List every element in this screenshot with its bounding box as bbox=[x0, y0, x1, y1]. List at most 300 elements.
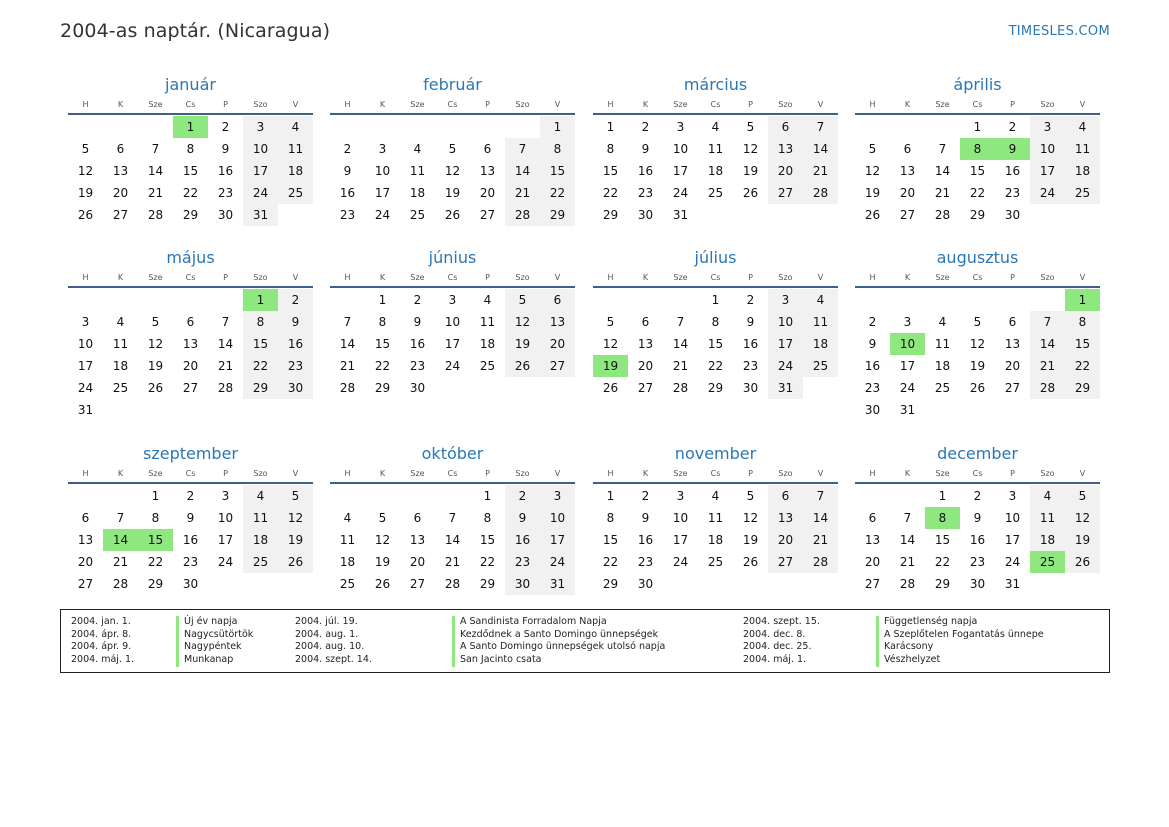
weekday-header bbox=[330, 466, 575, 481]
weekday-label: V bbox=[817, 100, 824, 109]
day-cell: 28 bbox=[217, 381, 234, 395]
weekday-label: Sze bbox=[410, 273, 425, 282]
day-cell: 31 bbox=[899, 403, 916, 417]
day-cell: 23 bbox=[969, 555, 986, 569]
legend-date: 2004. szept. 15. bbox=[743, 616, 820, 627]
days-grid bbox=[68, 485, 313, 595]
weekday-label: P bbox=[485, 469, 490, 478]
weekday-label: Sze bbox=[410, 469, 425, 478]
day-cell: 13 bbox=[899, 164, 916, 178]
day-cell: 24 bbox=[899, 381, 916, 395]
day-cell: 28 bbox=[672, 381, 689, 395]
weekday-label: K bbox=[379, 273, 386, 282]
day-cell: 3 bbox=[81, 315, 90, 329]
day-cell: 9 bbox=[413, 315, 422, 329]
day-cell: 15 bbox=[540, 160, 575, 182]
legend-date: 2004. máj. 1. bbox=[743, 654, 807, 666]
page-title: 2004-as naptár. (Nicaragua) bbox=[60, 20, 331, 42]
month-name: május bbox=[166, 248, 215, 267]
day-cell: 9 bbox=[221, 142, 230, 156]
weekday-label: Szo bbox=[253, 469, 268, 478]
day-cell: 22 bbox=[707, 359, 724, 373]
day-cell: 21 bbox=[934, 186, 951, 200]
day-cell: 25 bbox=[112, 381, 129, 395]
weekday-label: Cs bbox=[972, 469, 983, 478]
day-cell: 16 bbox=[339, 186, 356, 200]
day-cell: 28 bbox=[444, 577, 461, 591]
day-cell: 17 bbox=[374, 186, 391, 200]
weekday-label: Cs bbox=[710, 100, 721, 109]
day-cell: 23 bbox=[182, 555, 199, 569]
empty-cell bbox=[435, 485, 470, 507]
day-cell: 16 bbox=[182, 533, 199, 547]
weekday-label: Cs bbox=[185, 469, 196, 478]
weekday-label: K bbox=[379, 469, 386, 478]
days-grid bbox=[855, 116, 1100, 226]
day-cell: 15 bbox=[479, 533, 496, 547]
day-cell: 11 bbox=[934, 337, 951, 351]
weekday-label: V bbox=[1079, 469, 1086, 478]
month-12 bbox=[855, 444, 1100, 595]
month-name: március bbox=[683, 75, 748, 94]
day-cell: 24 bbox=[77, 381, 94, 395]
day-cell: 25 bbox=[1065, 182, 1100, 204]
weekday-label: P bbox=[485, 100, 490, 109]
day-cell: 25 bbox=[803, 355, 838, 377]
weekday-label: K bbox=[904, 469, 911, 478]
day-cell: 6 bbox=[768, 116, 803, 138]
day-cell: 27 bbox=[637, 381, 654, 395]
day-cell: 4 bbox=[243, 485, 278, 507]
day-cell: 10 bbox=[768, 311, 803, 333]
day-cell: 25 bbox=[707, 555, 724, 569]
day-cell: 23 bbox=[1004, 186, 1021, 200]
day-cell: 18 bbox=[339, 555, 356, 569]
day-cell: 8 bbox=[186, 142, 195, 156]
day-cell: 16 bbox=[742, 337, 759, 351]
day-cell: 10 bbox=[444, 315, 461, 329]
day-cell: 21 bbox=[803, 529, 838, 551]
day-cell: 28 bbox=[505, 204, 540, 226]
holiday-day-cell: 9 bbox=[995, 138, 1030, 160]
day-cell: 2 bbox=[641, 489, 650, 503]
day-cell: 6 bbox=[1008, 315, 1017, 329]
month-6 bbox=[330, 248, 575, 399]
day-cell: 11 bbox=[707, 511, 724, 525]
empty-cell bbox=[470, 116, 505, 138]
day-cell: 7 bbox=[676, 315, 685, 329]
day-cell: 7 bbox=[1030, 311, 1065, 333]
day-cell: 26 bbox=[77, 208, 94, 222]
day-cell: 13 bbox=[864, 533, 881, 547]
day-cell: 2 bbox=[746, 293, 755, 307]
day-cell: 15 bbox=[243, 333, 278, 355]
days-grid bbox=[593, 289, 838, 399]
day-cell: 14 bbox=[1030, 333, 1065, 355]
empty-cell bbox=[628, 289, 663, 311]
legend-holiday-name: A Santo Domingo ünnepségek utolsó napja bbox=[452, 641, 665, 654]
days-grid bbox=[855, 485, 1100, 595]
day-cell: 14 bbox=[672, 337, 689, 351]
day-cell: 2 bbox=[186, 489, 195, 503]
empty-cell bbox=[925, 289, 960, 311]
days-grid bbox=[855, 289, 1100, 421]
day-cell: 11 bbox=[339, 533, 356, 547]
day-cell: 5 bbox=[151, 315, 160, 329]
weekday-header bbox=[593, 466, 838, 481]
day-cell: 22 bbox=[243, 355, 278, 377]
weekday-label: H bbox=[869, 273, 876, 282]
weekday-label: V bbox=[817, 469, 824, 478]
day-cell: 7 bbox=[903, 511, 912, 525]
weekday-label: Szo bbox=[253, 100, 268, 109]
day-cell: 12 bbox=[147, 337, 164, 351]
weekday-label: Sze bbox=[673, 273, 688, 282]
legend-date: 2004. aug. 1. bbox=[295, 628, 359, 640]
holiday-legend bbox=[60, 609, 1110, 673]
day-cell: 18 bbox=[934, 359, 951, 373]
day-cell: 13 bbox=[768, 138, 803, 160]
day-cell: 4 bbox=[413, 142, 422, 156]
header-rule bbox=[855, 286, 1100, 288]
day-cell: 29 bbox=[602, 208, 619, 222]
header-rule bbox=[330, 482, 575, 484]
day-cell: 24 bbox=[1004, 555, 1021, 569]
weekday-label: P bbox=[485, 273, 490, 282]
empty-cell bbox=[505, 116, 540, 138]
month-1 bbox=[68, 75, 313, 226]
day-cell: 25 bbox=[243, 551, 278, 573]
day-cell: 27 bbox=[479, 208, 496, 222]
day-cell: 23 bbox=[864, 381, 881, 395]
weekday-label: Szo bbox=[778, 273, 793, 282]
day-cell: 25 bbox=[278, 182, 313, 204]
header-rule bbox=[330, 286, 575, 288]
day-cell: 27 bbox=[1004, 381, 1021, 395]
weekday-label: Szo bbox=[1040, 273, 1055, 282]
day-cell: 14 bbox=[934, 164, 951, 178]
weekday-label: P bbox=[223, 100, 228, 109]
day-cell: 7 bbox=[938, 142, 947, 156]
day-cell: 19 bbox=[374, 555, 391, 569]
day-cell: 4 bbox=[938, 315, 947, 329]
days-grid bbox=[593, 485, 838, 595]
day-cell: 4 bbox=[483, 293, 492, 307]
day-cell: 9 bbox=[868, 337, 877, 351]
weekday-label: P bbox=[1010, 469, 1015, 478]
day-cell: 30 bbox=[864, 403, 881, 417]
holiday-day-cell: 15 bbox=[138, 529, 173, 551]
day-cell: 18 bbox=[1065, 160, 1100, 182]
holiday-day-cell: 1 bbox=[173, 116, 208, 138]
weekday-label: Cs bbox=[447, 469, 458, 478]
day-cell: 12 bbox=[444, 164, 461, 178]
day-cell: 26 bbox=[444, 208, 461, 222]
day-cell: 27 bbox=[768, 182, 803, 204]
day-cell: 20 bbox=[1004, 359, 1021, 373]
day-cell: 26 bbox=[278, 551, 313, 573]
day-cell: 16 bbox=[637, 164, 654, 178]
header-rule bbox=[855, 113, 1100, 115]
day-cell: 19 bbox=[742, 533, 759, 547]
day-cell: 26 bbox=[505, 355, 540, 377]
empty-cell bbox=[68, 485, 103, 507]
day-cell: 6 bbox=[903, 142, 912, 156]
weekday-label: H bbox=[82, 273, 89, 282]
day-cell: 29 bbox=[147, 577, 164, 591]
day-cell: 24 bbox=[672, 555, 689, 569]
day-cell: 6 bbox=[768, 485, 803, 507]
day-cell: 3 bbox=[448, 293, 457, 307]
day-cell: 21 bbox=[505, 182, 540, 204]
legend-holiday-name: Vészhelyzet bbox=[876, 654, 940, 667]
day-cell: 22 bbox=[479, 555, 496, 569]
day-cell: 12 bbox=[864, 164, 881, 178]
day-cell: 4 bbox=[711, 489, 720, 503]
empty-cell bbox=[400, 485, 435, 507]
day-cell: 29 bbox=[479, 577, 496, 591]
legend-holiday-name: San Jacinto csata bbox=[452, 654, 542, 667]
day-cell: 2 bbox=[505, 485, 540, 507]
day-cell: 7 bbox=[116, 511, 125, 525]
day-cell: 1 bbox=[151, 489, 160, 503]
day-cell: 10 bbox=[77, 337, 94, 351]
day-cell: 28 bbox=[1030, 377, 1065, 399]
day-cell: 5 bbox=[606, 315, 615, 329]
day-cell: 8 bbox=[540, 138, 575, 160]
day-cell: 15 bbox=[602, 533, 619, 547]
day-cell: 7 bbox=[343, 315, 352, 329]
day-cell: 23 bbox=[217, 186, 234, 200]
header-rule bbox=[593, 113, 838, 115]
day-cell: 16 bbox=[637, 533, 654, 547]
day-cell: 21 bbox=[339, 359, 356, 373]
day-cell: 9 bbox=[505, 507, 540, 529]
days-grid bbox=[593, 116, 838, 226]
weekday-label: Sze bbox=[148, 469, 163, 478]
day-cell: 4 bbox=[278, 116, 313, 138]
day-cell: 11 bbox=[112, 337, 129, 351]
day-cell: 12 bbox=[602, 337, 619, 351]
weekday-label: K bbox=[379, 100, 386, 109]
empty-cell bbox=[68, 116, 103, 138]
holiday-day-cell: 8 bbox=[925, 507, 960, 529]
day-cell: 14 bbox=[803, 507, 838, 529]
empty-cell bbox=[330, 485, 365, 507]
holiday-day-cell: 1 bbox=[1065, 289, 1100, 311]
day-cell: 5 bbox=[746, 489, 755, 503]
day-cell: 29 bbox=[707, 381, 724, 395]
day-cell: 13 bbox=[479, 164, 496, 178]
day-cell: 21 bbox=[1030, 355, 1065, 377]
day-cell: 19 bbox=[444, 186, 461, 200]
day-cell: 17 bbox=[217, 533, 234, 547]
weekday-label: Sze bbox=[673, 469, 688, 478]
weekday-header bbox=[855, 270, 1100, 285]
day-cell: 17 bbox=[768, 333, 803, 355]
weekday-label: Cs bbox=[710, 273, 721, 282]
day-cell: 13 bbox=[182, 337, 199, 351]
day-cell: 27 bbox=[540, 355, 575, 377]
days-grid bbox=[330, 289, 575, 399]
empty-cell bbox=[960, 289, 995, 311]
day-cell: 18 bbox=[707, 533, 724, 547]
weekday-label: K bbox=[117, 100, 124, 109]
weekday-label: Szo bbox=[778, 469, 793, 478]
day-cell: 6 bbox=[641, 315, 650, 329]
day-cell: 16 bbox=[278, 333, 313, 355]
day-cell: 25 bbox=[479, 359, 496, 373]
day-cell: 20 bbox=[77, 555, 94, 569]
legend-holiday-name: Nagycsütörtök bbox=[176, 629, 253, 642]
weekday-header bbox=[330, 97, 575, 112]
weekday-label: Szo bbox=[778, 100, 793, 109]
day-cell: 24 bbox=[243, 182, 278, 204]
weekday-label: K bbox=[642, 100, 649, 109]
weekday-label: V bbox=[554, 100, 561, 109]
day-cell: 22 bbox=[934, 555, 951, 569]
day-cell: 22 bbox=[969, 186, 986, 200]
header-rule bbox=[593, 482, 838, 484]
day-cell: 9 bbox=[343, 164, 352, 178]
day-cell: 18 bbox=[243, 529, 278, 551]
legend-date: 2004. jan. 1. bbox=[71, 616, 131, 627]
weekday-label: P bbox=[748, 469, 753, 478]
day-cell: 15 bbox=[182, 164, 199, 178]
day-cell: 22 bbox=[147, 555, 164, 569]
day-cell: 30 bbox=[969, 577, 986, 591]
day-cell: 28 bbox=[803, 182, 838, 204]
day-cell: 3 bbox=[243, 116, 278, 138]
day-cell: 6 bbox=[413, 511, 422, 525]
weekday-label: K bbox=[117, 273, 124, 282]
day-cell: 3 bbox=[378, 142, 387, 156]
day-cell: 4 bbox=[1065, 116, 1100, 138]
day-cell: 2 bbox=[1008, 120, 1017, 134]
day-cell: 25 bbox=[339, 577, 356, 591]
day-cell: 5 bbox=[278, 485, 313, 507]
weekday-label: K bbox=[117, 469, 124, 478]
day-cell: 24 bbox=[374, 208, 391, 222]
legend-holiday-name: Új év napja bbox=[176, 616, 237, 629]
day-cell: 10 bbox=[540, 507, 575, 529]
days-grid bbox=[68, 289, 313, 421]
day-cell: 11 bbox=[278, 138, 313, 160]
empty-cell bbox=[330, 116, 365, 138]
day-cell: 3 bbox=[1030, 116, 1065, 138]
day-cell: 29 bbox=[934, 577, 951, 591]
day-cell: 21 bbox=[899, 555, 916, 569]
day-cell: 30 bbox=[217, 208, 234, 222]
day-cell: 6 bbox=[483, 142, 492, 156]
day-cell: 10 bbox=[1030, 138, 1065, 160]
day-cell: 16 bbox=[409, 337, 426, 351]
day-cell: 26 bbox=[742, 555, 759, 569]
weekday-label: P bbox=[748, 273, 753, 282]
weekday-label: H bbox=[607, 469, 614, 478]
day-cell: 5 bbox=[746, 120, 755, 134]
day-cell: 25 bbox=[707, 186, 724, 200]
day-cell: 14 bbox=[803, 138, 838, 160]
day-cell: 21 bbox=[217, 359, 234, 373]
weekday-label: V bbox=[817, 273, 824, 282]
weekday-label: P bbox=[748, 100, 753, 109]
day-cell: 17 bbox=[77, 359, 94, 373]
day-cell: 29 bbox=[182, 208, 199, 222]
day-cell: 5 bbox=[505, 289, 540, 311]
day-cell: 19 bbox=[147, 359, 164, 373]
day-cell: 14 bbox=[899, 533, 916, 547]
day-cell: 12 bbox=[505, 311, 540, 333]
day-cell: 22 bbox=[602, 555, 619, 569]
weekday-label: Sze bbox=[935, 273, 950, 282]
legend-date: 2004. ápr. 9. bbox=[71, 641, 132, 653]
weekday-label: Szo bbox=[515, 469, 530, 478]
weekday-header bbox=[68, 466, 313, 481]
weekday-label: P bbox=[223, 469, 228, 478]
day-cell: 2 bbox=[221, 120, 230, 134]
day-cell: 8 bbox=[151, 511, 160, 525]
day-cell: 29 bbox=[540, 204, 575, 226]
brand-link[interactable]: TIMESLES.COM bbox=[1008, 24, 1110, 39]
weekday-label: Sze bbox=[148, 100, 163, 109]
day-cell: 8 bbox=[606, 511, 615, 525]
day-cell: 21 bbox=[444, 555, 461, 569]
day-cell: 11 bbox=[409, 164, 426, 178]
day-cell: 2 bbox=[973, 489, 982, 503]
day-cell: 1 bbox=[973, 120, 982, 134]
day-cell: 28 bbox=[112, 577, 129, 591]
day-cell: 15 bbox=[374, 337, 391, 351]
empty-cell bbox=[890, 289, 925, 311]
day-cell: 12 bbox=[742, 511, 759, 525]
day-cell: 31 bbox=[540, 573, 575, 595]
day-cell: 18 bbox=[707, 164, 724, 178]
weekday-header bbox=[593, 270, 838, 285]
empty-cell bbox=[855, 289, 890, 311]
day-cell: 4 bbox=[711, 120, 720, 134]
day-cell: 2 bbox=[343, 142, 352, 156]
month-11 bbox=[593, 444, 838, 595]
weekday-header bbox=[330, 270, 575, 285]
day-cell: 19 bbox=[864, 186, 881, 200]
holiday-day-cell: 14 bbox=[103, 529, 138, 551]
day-cell: 9 bbox=[278, 311, 313, 333]
month-2 bbox=[330, 75, 575, 226]
legend-date: 2004. máj. 1. bbox=[71, 654, 135, 666]
day-cell: 2 bbox=[278, 289, 313, 311]
day-cell: 23 bbox=[278, 355, 313, 377]
weekday-label: Cs bbox=[447, 100, 458, 109]
day-cell: 29 bbox=[969, 208, 986, 222]
weekday-label: K bbox=[904, 100, 911, 109]
day-cell: 20 bbox=[409, 555, 426, 569]
weekday-label: V bbox=[554, 273, 561, 282]
empty-cell bbox=[103, 485, 138, 507]
day-cell: 17 bbox=[1004, 533, 1021, 547]
day-cell: 12 bbox=[969, 337, 986, 351]
day-cell: 17 bbox=[540, 529, 575, 551]
day-cell: 14 bbox=[339, 337, 356, 351]
weekday-label: V bbox=[292, 273, 299, 282]
day-cell: 14 bbox=[147, 164, 164, 178]
empty-cell bbox=[435, 116, 470, 138]
day-cell: 28 bbox=[803, 551, 838, 573]
day-cell: 27 bbox=[768, 551, 803, 573]
month-name: április bbox=[953, 75, 1002, 94]
day-cell: 20 bbox=[112, 186, 129, 200]
empty-cell bbox=[103, 116, 138, 138]
